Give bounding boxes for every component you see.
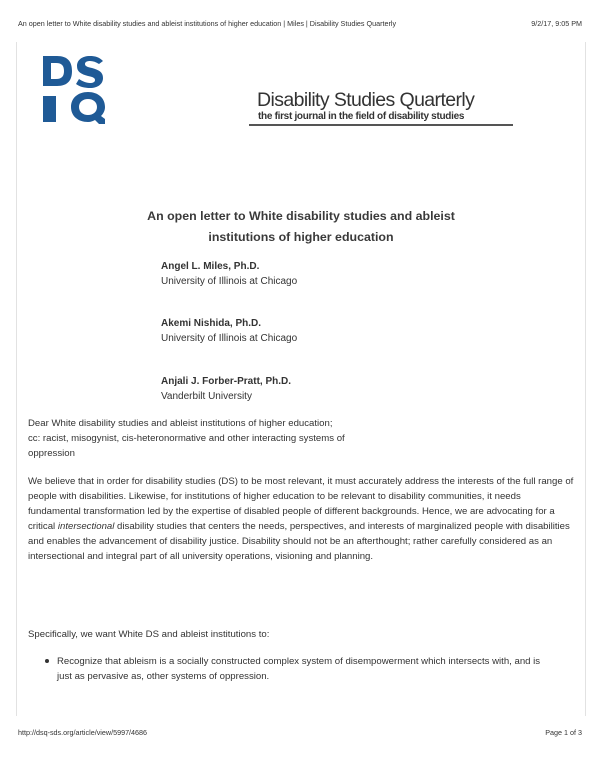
paragraph-specifically: Specifically, we want White DS and ableist institutions to: bbox=[28, 629, 270, 640]
salutation-line: Dear White disability studies and ableist institutions of higher education; bbox=[28, 418, 333, 429]
article-title-line2: institutions of higher education bbox=[208, 230, 394, 244]
author-name: Akemi Nishida, Ph.D. bbox=[161, 318, 262, 329]
author-name: Angel L. Miles, Ph.D. bbox=[161, 261, 260, 272]
emphasis-intersectional: intersectional bbox=[57, 521, 115, 532]
author-affiliation: Vanderbilt University bbox=[161, 391, 252, 402]
salutation-line: cc: racist, misogynist, cis-heteronormative and other interacting systems of bbox=[28, 433, 345, 444]
author-block bbox=[161, 316, 297, 346]
author-block bbox=[161, 259, 297, 289]
author-name: Anjali J. Forber-Pratt, Ph.D. bbox=[161, 376, 292, 387]
page-content bbox=[16, 42, 586, 716]
journal-title: Disability Studies Quarterly bbox=[257, 89, 475, 111]
demands-list bbox=[57, 654, 557, 684]
print-footer-page: Page 1 of 3 bbox=[545, 728, 582, 737]
print-footer bbox=[18, 728, 582, 737]
list-item bbox=[57, 654, 557, 684]
print-header-datetime: 9/2/17, 9:05 PM bbox=[531, 19, 582, 28]
author-block bbox=[161, 374, 291, 404]
print-header-title: An open letter to White disability studies and ableist institutions of higher education | Miles | Disability Studies Quarterly bbox=[18, 19, 397, 28]
paragraph-intro bbox=[28, 474, 576, 564]
article-title bbox=[17, 206, 585, 248]
salutation-line: oppression bbox=[28, 448, 75, 459]
paragraph-text: disability studies that centers the needs, perspectives, and interests of marginalized people with disabilities and enables the advancement of disability justice. Disability should not be an afterthought; rather carefully considered as an intersectional and integral part of all university operations, visioning and planning. bbox=[28, 521, 570, 562]
salutation bbox=[28, 416, 576, 461]
masthead-rule bbox=[249, 124, 513, 126]
print-footer-url: http://dsq-sds.org/article/view/5997/4686 bbox=[18, 728, 148, 737]
author-affiliation: University of Illinois at Chicago bbox=[161, 333, 298, 344]
list-item-text: Recognize that ableism is a socially constructed complex system of disempowerment which intersects with, and is just as pervasive as, other systems of oppression. bbox=[57, 656, 541, 682]
bullet-icon bbox=[45, 659, 49, 663]
print-header bbox=[18, 19, 582, 28]
author-affiliation: University of Illinois at Chicago bbox=[161, 276, 298, 287]
article-title-line1: An open letter to White disability studies and ableist bbox=[147, 209, 455, 223]
dsq-logo bbox=[41, 54, 107, 124]
masthead bbox=[17, 42, 585, 142]
paragraph-text: We believe that in order for disability studies (DS) to be most relevant, it must accurately address the interests of the full range of people with disabilities. Likewise, for institutions of higher education to be relevant to disability communities, it needs fundamental transformation led by the expertise of disabled people of different backgrounds. Hence, we are advocating for a critical bbox=[28, 476, 574, 532]
journal-tagline: the first journal in the field of disability studies bbox=[258, 111, 465, 122]
